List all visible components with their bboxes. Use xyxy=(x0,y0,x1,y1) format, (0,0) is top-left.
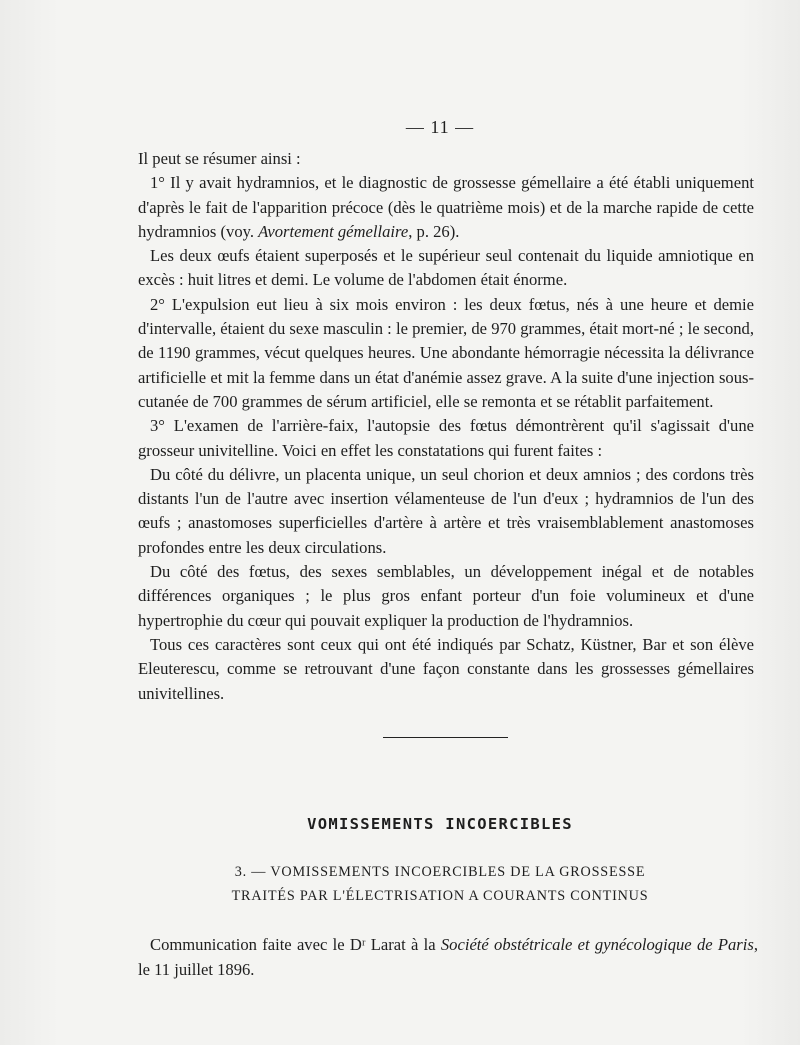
paragraph-eggs: Les deux œufs étaient superposés et le supérieur seul contenait du liquide amniotique en excès : huit litres et demi. Le volume de l'abdomen était énorme. xyxy=(138,246,754,290)
body-text xyxy=(138,147,754,706)
paragraph-foetus: Du côté des fœtus, des sexes semblables, un développement inégal et de notables différences organiques ; le plus gros enfant porteur d'un foie volumineux et d'une hypertrophie du cœur qui pouvait expliquer la production de l'hydramnios. xyxy=(138,562,754,630)
paragraph-conclusion: Tous ces caractères sont ceux qui ont été indiqués par Schatz, Küstner, Bar et son élève Eleuterescu, comme se retrouvant d'une façon constante dans les grossesses gémellaires univitellines. xyxy=(138,634,754,703)
point-1-italic-reference: Avortement gémellaire xyxy=(258,221,409,241)
paragraph-point-2: 2° L'expulsion eut lieu à six mois environ : les deux fœtus, nés à une heure et demie d'intervalle, étaient du sexe masculin : le premier, de 970 grammes, était mort-né ; le second, de 1190 grammes, vécut quelques heures. Une abondante hémorragie nécessita la délivrance artificielle et mit la femme dans un état d'anémie assez grave. A la suite d'une injection sous-cutanée de 700 grammes de sérum artificiel, elle se remonta et se rétablit parfaitement. xyxy=(138,294,754,411)
point-1-text-end: , p. 26). xyxy=(408,221,460,241)
section-divider xyxy=(383,737,508,738)
paragraph-point-1 xyxy=(138,171,754,244)
paragraph-intro: Il peut se résumer ainsi : xyxy=(138,149,301,168)
paragraph-delivre: Du côté du délivre, un placenta unique, un seul chorion et deux amnios ; des cordons très distants l'un de l'autre avec insertion vélamenteuse de l'un d'eux ; hydramnios de l'un des œufs ; anastomoses superficielles d'artère à artère et très vraisemblablement anastomoses profondes entre les deux circulations. xyxy=(138,464,754,557)
communication-paragraph xyxy=(138,933,758,982)
paragraph-point-3: 3° L'examen de l'arrière-faix, l'autopsie des fœtus démontrèrent qu'il s'agissait d'une grosseur univitelline. Voici en effet les constatations qui furent faites : xyxy=(138,416,754,460)
page-number: — 11 — xyxy=(405,117,475,137)
point-1-text: 1° Il y avait hydramnios, et le diagnostic de grossesse gémellaire a été établi uniquement d'après le fait de l'apparition précoce (dès le quatrième mois) et de la marche rapide de cette hydramnios (voy. xyxy=(138,173,754,241)
communication-date: , le 11 juillet 1896. xyxy=(138,935,758,979)
communication-text: Communication faite avec le Dʳ Larat à la xyxy=(150,935,441,954)
sub-heading-line-1: 3. — VOMISSEMENTS INCOERCIBLES DE LA GROSSESSE xyxy=(234,864,646,880)
society-name: Société obstétricale et gynécologique de Paris xyxy=(440,935,754,954)
sub-heading-line-2: TRAITÉS PAR L'ÉLECTRISATION A COURANTS CONTINUS xyxy=(231,888,649,904)
section-heading: VOMISSEMENTS INCOERCIBLES xyxy=(307,815,573,833)
